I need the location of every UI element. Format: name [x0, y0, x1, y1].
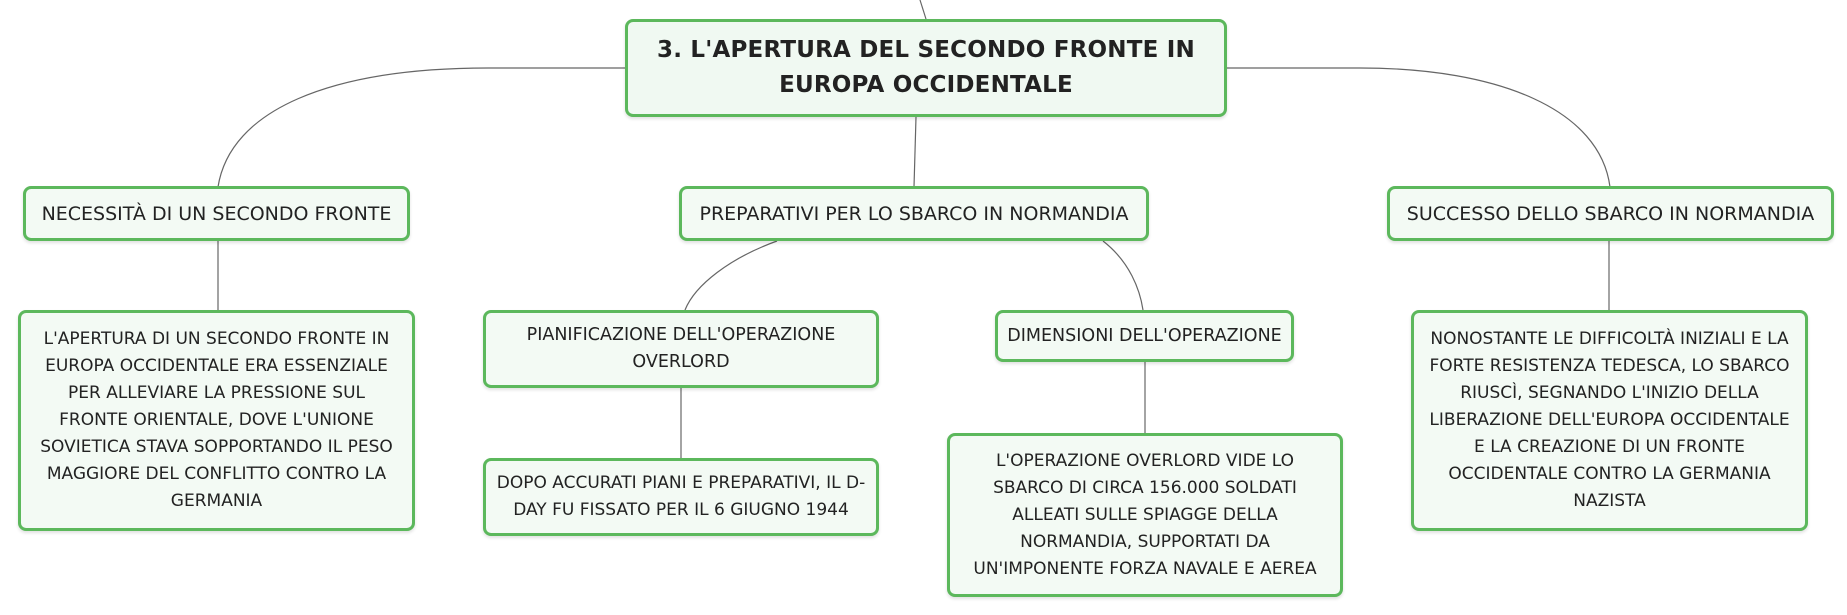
connector-root-to-parent: [920, 0, 926, 19]
topic-necessita-label: NECESSITÀ DI UN SECONDO FRONTE: [41, 202, 392, 225]
connector-root-to-preparativi: [914, 117, 916, 187]
subtopic-dimensioni-label: DIMENSIONI DELL'OPERAZIONE: [1007, 325, 1282, 346]
subtopic-pianificazione-overlord[interactable]: [483, 310, 879, 388]
detail-pianificazione-text: DOPO ACCURATI PIANI E PREPARATIVI, IL D-DAY FU FISSATO PER IL 6 GIUGNO 1944: [496, 473, 866, 520]
detail-successo-text: NONOSTANTE LE DIFFICOLTÀ INIZIALI E LA FORTE RESISTENZA TEDESCA, LO SBARCO RIUSCÌ, SEGNANDO L'INIZIO DELLA LIBERAZIONE DELL'EUROPA OCCIDENTALE E LA CREAZIONE DI UN FRONTE OCCIDENTALE CONTRO LA GERMANIA NAZISTA: [1429, 329, 1790, 511]
topic-preparativi-label: PREPARATIVI PER LO SBARCO IN NORMANDIA: [699, 202, 1129, 225]
topic-necessita-secondo-fronte[interactable]: [23, 186, 410, 241]
subtopic-pianificazione-label: PIANIFICAZIONE DELL'OPERAZIONE OVERLORD: [526, 325, 836, 372]
connector-preparativi-to-dimensioni: [1103, 241, 1143, 310]
detail-pianificazione[interactable]: [483, 458, 879, 536]
detail-necessita-text: L'APERTURA DI UN SECONDO FRONTE IN EUROPA OCCIDENTALE ERA ESSENZIALE PER ALLEVIARE LA PRESSIONE SUL FRONTE ORIENTALE, DOVE L'UNIONE SOVIETICA STAVA SOPPORTANDO IL PESO MAGGIORE DEL CONFLITTO CONTRO LA GERMANIA: [40, 329, 393, 511]
detail-successo[interactable]: [1411, 310, 1808, 531]
topic-successo-label: SUCCESSO DELLO SBARCO IN NORMANDIA: [1406, 202, 1815, 225]
subtopic-dimensioni-operazione[interactable]: [995, 310, 1294, 362]
connector-root-to-necessita: [218, 68, 625, 187]
detail-necessita[interactable]: [18, 310, 415, 531]
topic-preparativi-sbarco[interactable]: [679, 186, 1149, 241]
connector-root-to-successo: [1227, 68, 1610, 187]
detail-dimensioni[interactable]: [947, 433, 1343, 597]
topic-successo-sbarco[interactable]: [1387, 186, 1834, 241]
central-topic[interactable]: [625, 19, 1227, 117]
detail-dimensioni-text: L'OPERAZIONE OVERLORD VIDE LO SBARCO DI CIRCA 156.000 SOLDATI ALLEATI SULLE SPIAGGE DELLA NORMANDIA, SUPPORTATI DA UN'IMPONENTE FORZA NAVALE E AEREA: [973, 450, 1317, 579]
central-topic-title: 3. L'APERTURA DEL SECONDO FRONTE IN EUROPA OCCIDENTALE: [657, 37, 1195, 98]
connector-preparativi-to-pianificazione: [685, 241, 777, 310]
